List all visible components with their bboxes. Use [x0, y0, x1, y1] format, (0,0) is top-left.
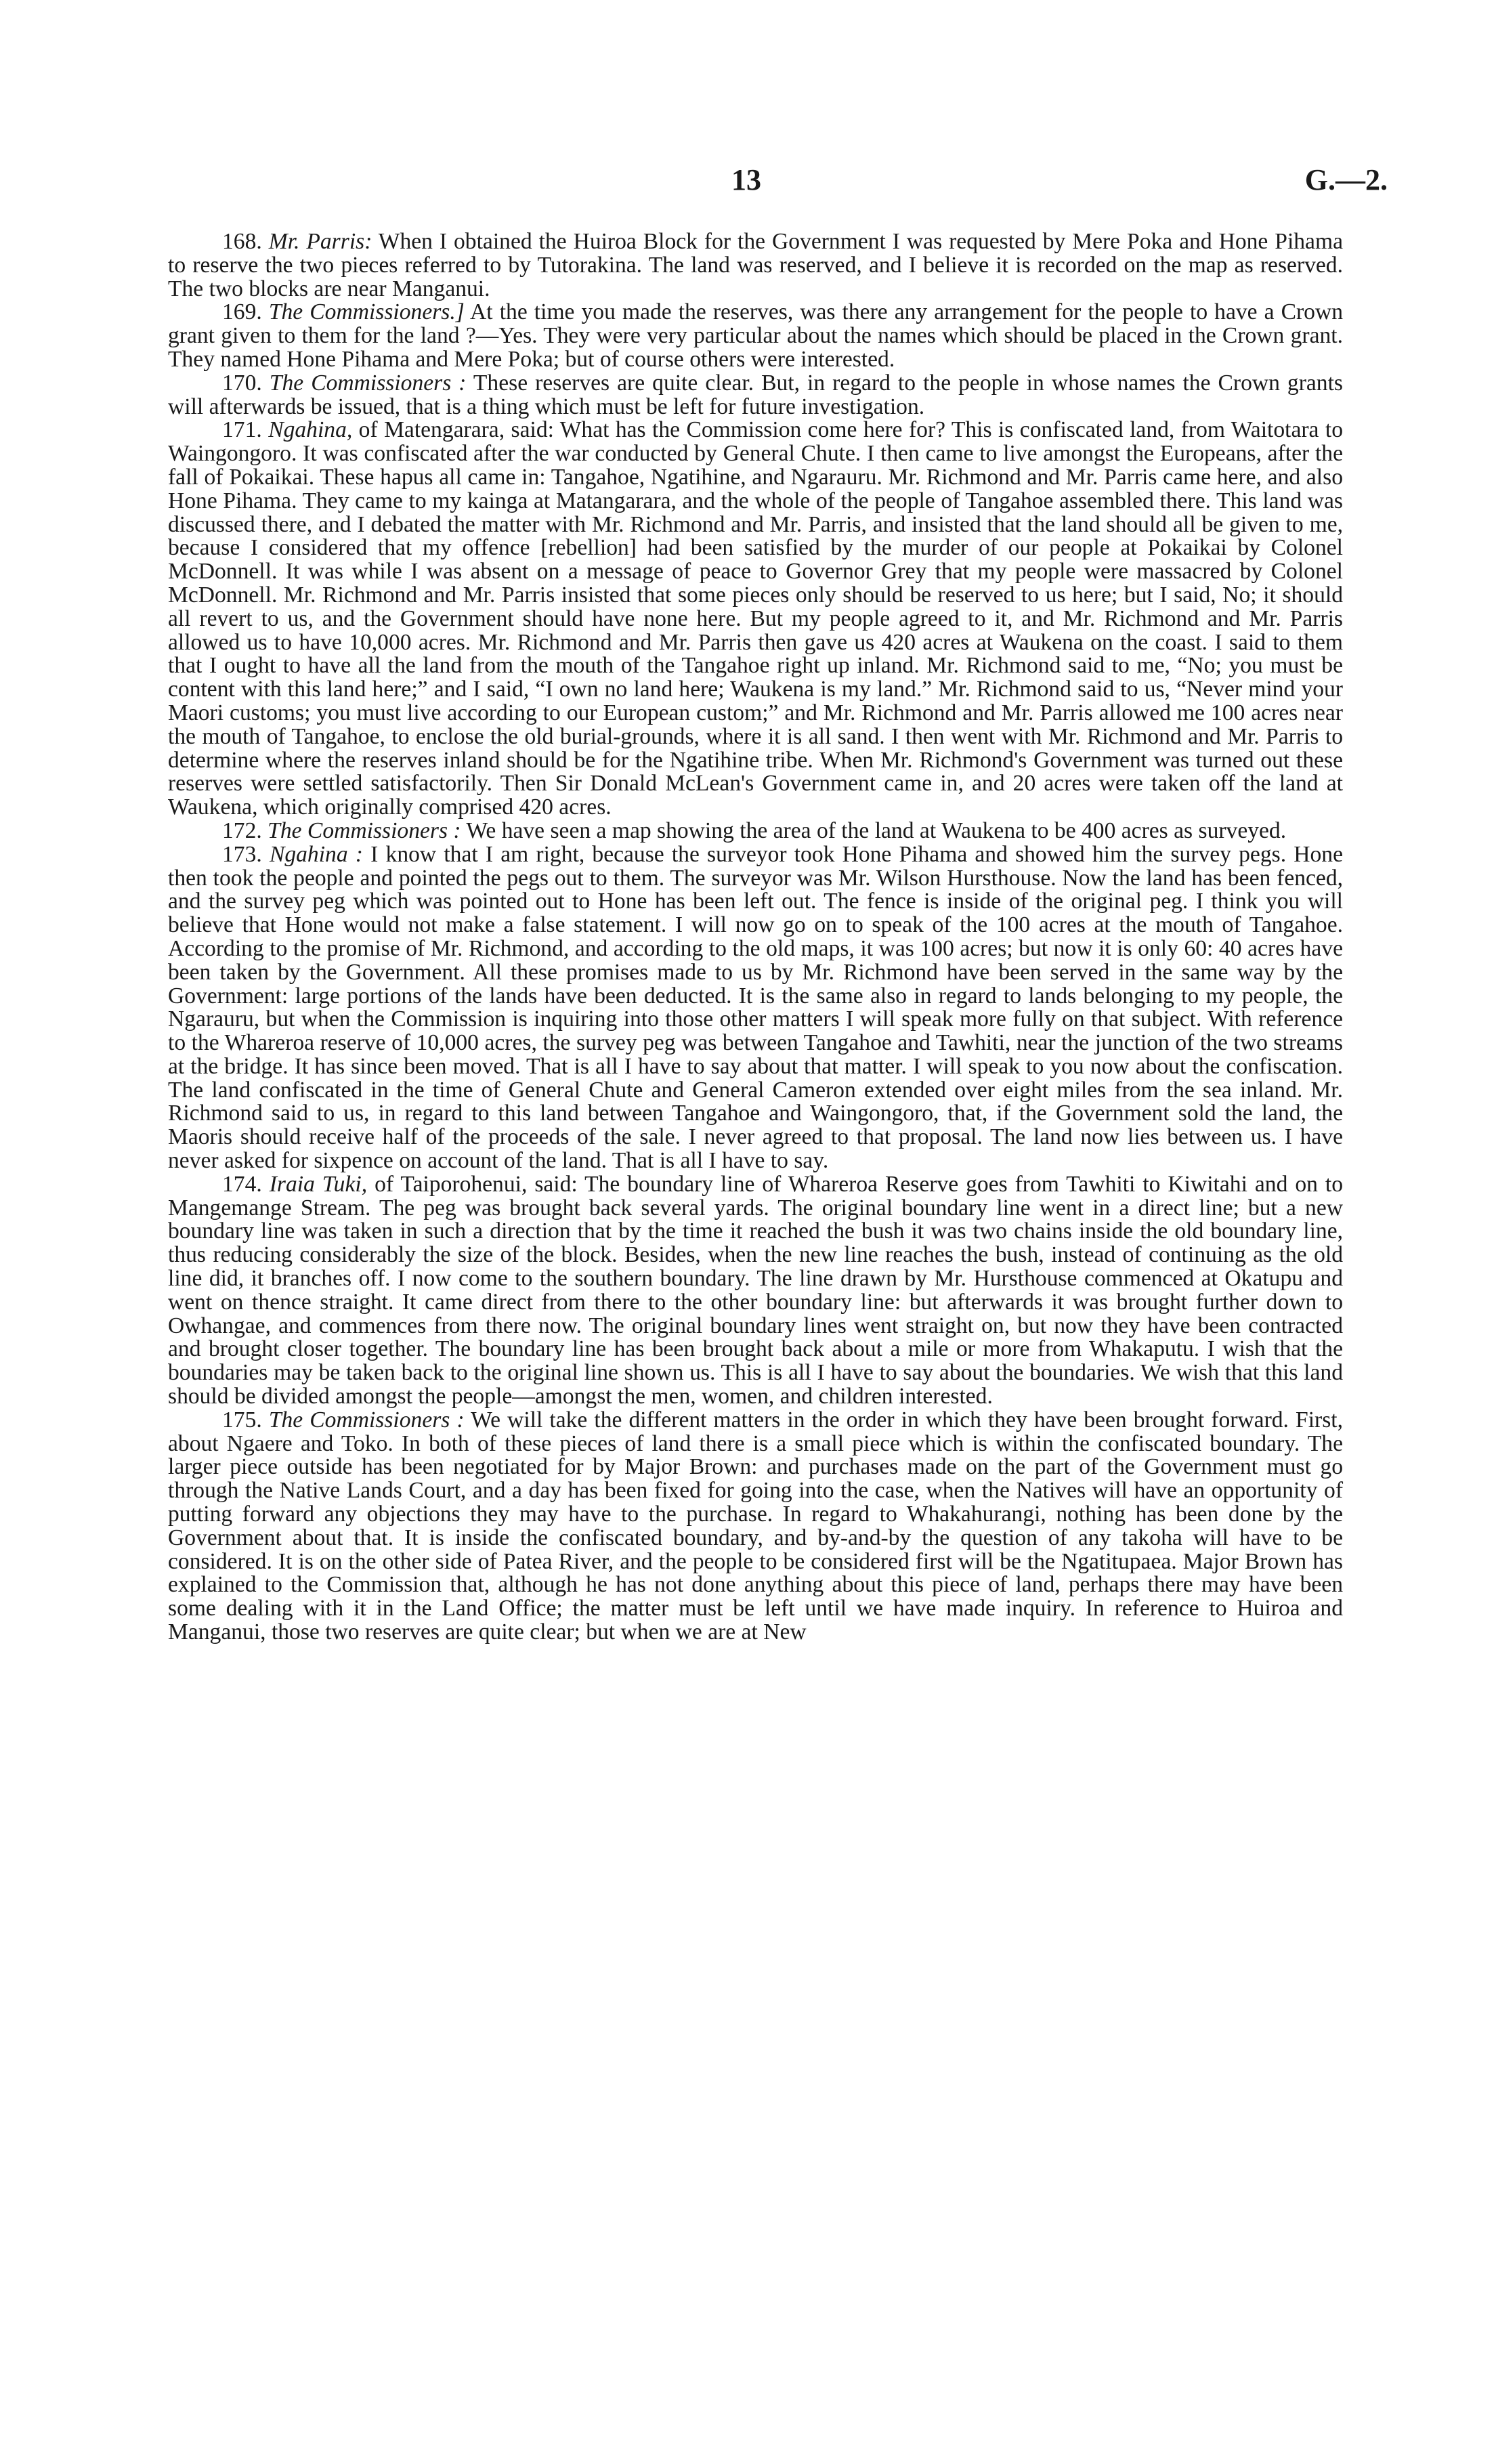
paragraph-text: These reserves are quite clear. But, in regard to the people in whose names the Crown grants will afterwards be issued, that is a thing which must be left for future investigation. — [168, 370, 1343, 419]
speaker-name: The Commissioners : — [269, 370, 467, 396]
paragraph-169 — [168, 301, 1343, 371]
paragraph-172 — [168, 817, 1343, 843]
paragraph-number: 175. — [222, 1407, 262, 1432]
paragraph-number: 168. — [222, 229, 262, 254]
paragraph-168 — [168, 230, 1343, 301]
paragraph-number: 172. — [222, 817, 262, 843]
paragraph-175 — [168, 1409, 1343, 1644]
speaker-name: Ngahina, — [268, 417, 353, 443]
speaker-name: The Commissioners : — [268, 1407, 465, 1432]
paragraph-text: of Matengarara, said: What has the Commission come here for? This is confiscated land, from Waitotara to Waingongoro. It was confiscated after the war conducted by General Chute. I then came to live amongst the Europeans, after the fall of Pokaikai. These hapus all came in: Tangahoe, Ngatihine, and Ngarauru. Mr. Richmond and Mr. Parris came here, and also Hone Pihama. They came to my kainga at Matangarara, and the whole of the people of Tangahoe assembled there. This land was discussed there, and I debated the matter with Mr. Richmond and Mr. Parris, and insisted that the land should all be given to me, because I considered that my offence [rebellion] had been satisfied by the murder of our people at Pokaikai by Colonel McDonnell. It was while I was absent on a message of peace to Governor Grey that my people were massacred by Colonel McDonnell. Mr. Richmond and Mr. Parris insisted that some pieces only should be reserved to us here; but I said, No; it should all revert to us, and the Government should have none here. But my people agreed to it, and Mr. Richmond and Mr. Parris allowed us to have 10,000 acres. Mr. Richmond and Mr. Parris then gave us 420 acres at Waukena on the coast. I said to them that I ought to have all the land from the mouth of the Tangahoe right up inland. Mr. Richmond said to me, “No; you must be content with this land here;” and I said, “I own no land here; Waukena is my land.” Mr. Richmond said to us, “Never mind your Maori customs; you must live according to our European custom;” and Mr. Richmond and Mr. Parris allowed me 100 acres near the mouth of Tangahoe, to enclose the old burial-grounds, where it is all sand. I then went with Mr. Richmond and Mr. Parris to determine where the reserves inland should be for the Ngatihine tribe. When Mr. Richmond's Government was turned out these reserves were settled satisfactorily. Then Sir Donald McLean's Government came in, and 20 acres were taken off the land at Waukena, which originally comprised 420 acres. — [168, 417, 1343, 820]
paragraph-text: of Taiporohenui, said: The boundary line of Whareroa Reserve goes from Tawhiti to Kiwitahi and on to Mangemange Stream. The peg was brought back several yards. The original boundary line went in a direct line; but a new boundary line was taken in such a direction that by the time it reached the bush it was two chains inside the old boundary line, thus reducing considerably the size of the block. Besides, when the new line reaches the bush, instead of continuing as the old line did, it branches off. I now come to the southern boundary. The line drawn by Mr. Hursthouse commenced at Okatupu and went on thence straight. It came direct from there to the other boundary line: but afterwards it was brought further down to Owhangae, and commences from there now. The original boundary lines went straight on, but now they have been contracted and brought closer together. The boundary line has been brought back about a mile or more from Whakaputu. I wish that the boundaries may be taken back to the original line shown us. This is all I have to say about the boundaries. We wish that this land should be divided amongst the people—amongst the men, women, and children interested. — [168, 1171, 1343, 1409]
paragraph-number: 171. — [222, 417, 262, 443]
paragraph-text: At the time you made the reserves, was there any arrangement for the people to have a Crown grant given to them for the land ?—Yes. They were very particular about the names which should be placed in the Crown grant. They named Hone Pihama and Mere Poka; but of course others were interested. — [168, 299, 1343, 372]
speaker-name: The Commissioners : — [268, 817, 461, 843]
body-text — [168, 230, 1343, 1644]
paragraph-number: 173. — [222, 841, 262, 867]
paragraph-text: We have seen a map showing the area of the land at Waukena to be 400 acres as surveyed. — [461, 817, 1287, 843]
paragraph-173 — [168, 843, 1343, 1173]
paragraph-170 — [168, 372, 1343, 419]
paragraph-text: We will take the different matters in the order in which they have been brought forward. First, about Ngaere and Toko. In both of these pieces of land there is a small piece which is within the confiscated boundary. The larger piece outside has been negotiated for by Major Brown: and purchases made on the part of the Government must go through the Native Lands Court, and a day has been fixed for going into the case, when the Natives will have an opportunity of putting forward any objections they may have to the purchase. In regard to Whakahurangi, nothing has been done by the Government about that. It is inside the confiscated boundary, and by-and-by the question of any takoha will have to be considered. It is on the other side of Patea River, and the people to be considered first will be the Ngatitupaea. Major Brown has explained to the Commission that, although he has not done anything about this piece of land, perhaps there may have been some dealing with it in the Land Office; the matter must be left until we have made inquiry. In reference to Huiroa and Manganui, those two reserves are quite clear; but when we are at New — [168, 1407, 1343, 1645]
page-number: 13 — [731, 163, 761, 196]
paragraph-text: I know that I am right, because the surveyor took Hone Pihama and showed him the survey pegs. Hone then took the people and pointed the pegs out to them. The surveyor was Mr. Wilson Hursthouse. Now the land has been fenced, and the survey peg which was pointed out to Hone has been left out. The fence is inside of the original peg. I think you will believe that Hone would not make a false statement. I will now go on to speak of the 100 acres at the mouth of Tangahoe. According to the promise of Mr. Richmond, and according to the old maps, it was 100 acres; but now it is only 60: 40 acres have been taken by the Government. All these promises made to us by Mr. Richmond have been served in the same way by the Government: large portions of the lands have been deducted. It is the same also in regard to lands belonging to my people, the Ngarauru, but when the Commission is inquiring into those other matters I will speak more fully on that subject. With reference to the Whareroa reserve of 10,000 acres, the survey peg was between Tangahoe and Tawhiti, near the junction of the two streams at the bridge. It has since been moved. That is all I have to say about that matter. I will speak to you now about the confiscation. The land confiscated in the time of General Chute and General Cameron extended over eight miles from the sea inland. Mr. Richmond said to us, in regard to this land between Tangahoe and Waingongoro, that, if the Government sold the land, the Maoris should receive half of the proceeds of the sale. I never agreed to that proposal. The land now lies between us. I have never asked for sixpence on account of the land. That is all I have to say. — [168, 841, 1343, 1174]
paragraph-174 — [168, 1173, 1343, 1409]
speaker-name: Ngahina : — [269, 841, 363, 867]
speaker-name: The Commissioners.] — [268, 299, 465, 325]
paragraph-number: 169. — [222, 299, 262, 325]
speaker-name: Iraia Tuki, — [269, 1171, 368, 1197]
paragraph-text: When I obtained the Huiroa Block for the Government I was requested by Mere Poka and Hone Pihama to reserve the two pieces referred to by Tutorakina. The land was reserved, and I believe it is recorded on the map as reserved. The two blocks are near Manganui. — [168, 229, 1343, 301]
page-header — [0, 163, 1496, 203]
paragraph-number: 170. — [222, 370, 262, 396]
series-number: G.—2. — [1304, 163, 1388, 196]
paragraph-number: 174. — [222, 1171, 262, 1197]
paragraph-171 — [168, 419, 1343, 820]
speaker-name: Mr. Parris: — [268, 229, 372, 254]
